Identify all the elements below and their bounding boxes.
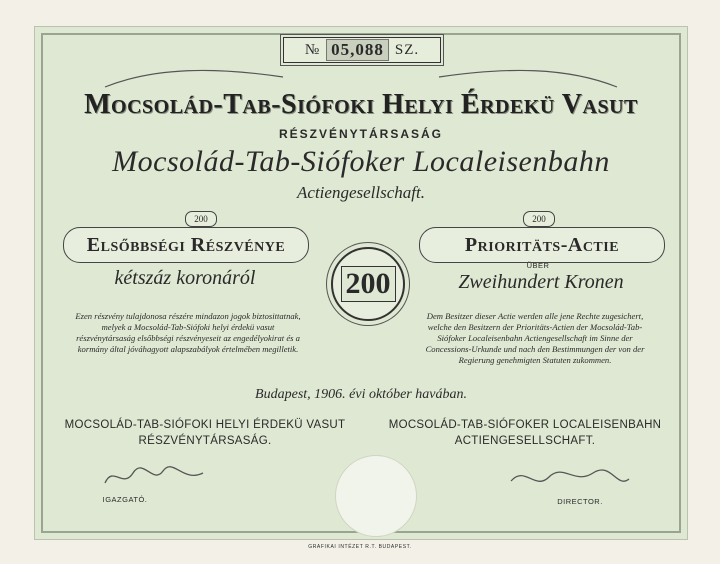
center-value: 200 (341, 266, 396, 302)
center-value-medallion (331, 247, 405, 321)
title-hungarian: Mocsolád-Tab-Siófoki Helyi Érdekü Vasut (84, 89, 638, 120)
serial-number: 05,088 (326, 39, 389, 61)
banner-hungarian: Elsőbbségi Részvénye (63, 227, 309, 263)
printer-imprint: GRAFIKAI INTÉZET R.T. BUDAPEST. (308, 544, 412, 550)
banner-german: Prioritäts-Actie (419, 227, 665, 263)
company-hungarian-line2: RÉSZVÉNYTÁRSASÁG. (138, 435, 272, 447)
certificate-sheet (34, 26, 688, 540)
title-german: Mocsolád-Tab-Siófoker Localeisenbahn (112, 145, 610, 178)
subtitle-german: Actiengesellschaft. (297, 183, 425, 202)
place-date: Budapest, 1906. évi október havában. (255, 387, 467, 402)
role-igazgato: IGAZGATÓ. (102, 495, 148, 504)
scroll-ornament-top (95, 63, 627, 91)
company-german-line1: MOCSOLÁD-TAB-SIÓFOKER LOCALEISENBAHN (388, 419, 662, 431)
company-hungarian-line1: MOCSOLÁD-TAB-SIÓFOKI HELYI ÉRDEKÜ VASUT (64, 419, 346, 431)
subtitle-hungarian: RÉSZVÉNYTÁRSASÁG (278, 127, 444, 141)
label-uber: ÜBER (526, 261, 550, 270)
company-hungarian (55, 419, 355, 447)
left-value-badge: 200 (185, 211, 217, 227)
amount-german: Zweihundert Kronen (458, 271, 624, 293)
company-german (385, 419, 665, 447)
serial-number-box (283, 37, 441, 63)
number-suffix: SZ. (394, 41, 420, 58)
role-director: DIRECTOR. (557, 497, 603, 506)
signature-director-de (505, 461, 635, 495)
number-prefix: № (304, 41, 321, 58)
text-hungarian: Ezen részvény tulajdonosa részére mindazon jogok biztosittatnak, melyek a Mocsolád-Tab-Siófoki helyi érdekü vasut részvénytársaság elsőbbségi részvényeseit az engedélyokirat és a kormány által jóváhagyott alapszabályok értelmében megilletik. (75, 311, 301, 354)
blank-seal (335, 455, 417, 537)
signature-director-hu (99, 459, 209, 493)
amount-hungarian: kétszáz koronáról (114, 267, 256, 289)
text-german: Dem Besitzer dieser Actie werden alle jene Rechte zugesichert, welche den Besitzern der Prioritäts-Actien der Mocsolád-Tab-Siófoker Localeisenbahn Actiengesellschaft im Sinne der Concessions-Urkunde und nach den Bestimmungen der von der Regierung genehmigten Statuten zukommen. (425, 311, 645, 365)
company-german-line2: ACTIENGESELLSCHAFT. (454, 435, 596, 447)
right-value-badge: 200 (523, 211, 555, 227)
